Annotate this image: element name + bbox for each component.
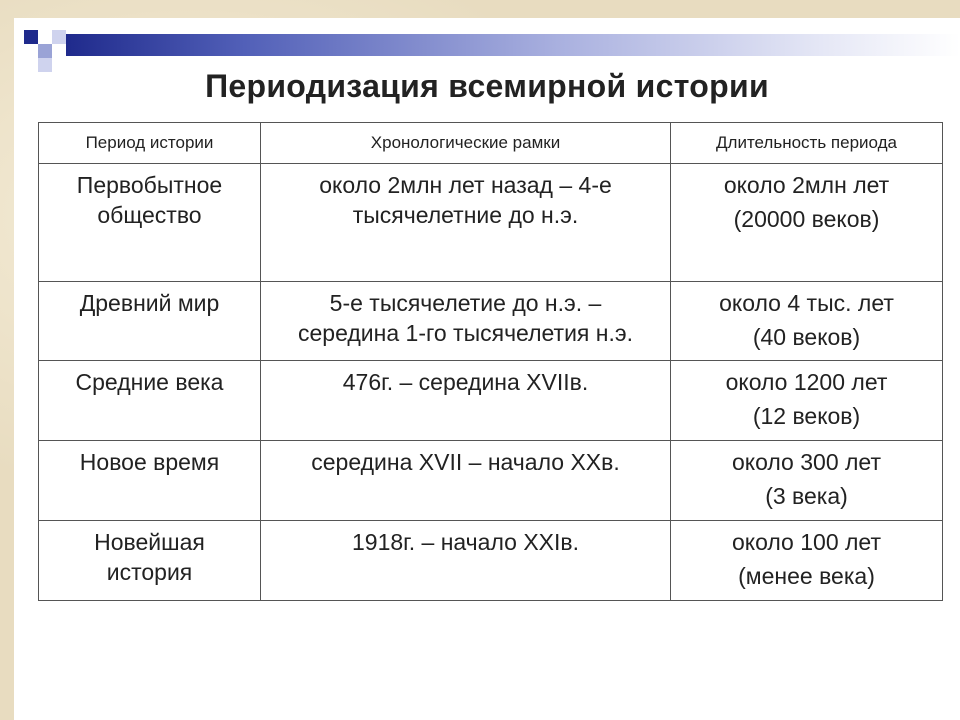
header-frame: Хронологические рамки	[261, 123, 671, 164]
period-text-line: Древний мир	[79, 290, 220, 316]
cell-frame	[261, 521, 671, 601]
cell-frame	[261, 164, 671, 282]
duration-text-line: (12 веков)	[752, 403, 861, 429]
duration-text-line: около 4 тыс. лет	[719, 290, 894, 316]
header-duration: Длительность периода	[671, 123, 943, 164]
table-row	[39, 441, 943, 521]
period-text-line: Новейшая	[94, 529, 205, 555]
frame-text-line: 476г. – середина XVIIв.	[342, 369, 589, 395]
duration-text-line: около 100 лет	[731, 529, 881, 555]
cell-duration	[671, 282, 943, 361]
cell-period	[39, 441, 261, 521]
frame-text-line: середина XVII – начало XXв.	[311, 449, 620, 475]
duration-text-line: около 1200 лет	[725, 369, 888, 395]
cell-period	[39, 164, 261, 282]
duration-text-line: около 300 лет	[731, 449, 881, 475]
duration-text-line: около 2млн лет	[723, 172, 890, 198]
frame-text-line: середина 1-го тысячелетия н.э.	[298, 320, 633, 346]
duration-text-line: (20000 веков)	[733, 206, 880, 232]
frame-text-line: 5-е тысячелетие до н.э. –	[329, 290, 602, 316]
cell-frame	[261, 361, 671, 441]
frame-text-line: около 2млн лет назад – 4-е	[319, 172, 612, 198]
frame-text-line: 1918г. – начало XXIв.	[351, 529, 579, 555]
cell-duration	[671, 521, 943, 601]
header-period: Период истории	[39, 123, 261, 164]
period-text-line: Первобытное	[76, 172, 223, 198]
cell-period	[39, 282, 261, 361]
cell-duration	[671, 164, 943, 282]
table-row	[39, 361, 943, 441]
history-periods-table	[38, 122, 943, 601]
cell-period	[39, 521, 261, 601]
decor-square-light	[52, 30, 66, 44]
period-text-line: Средние века	[75, 369, 224, 395]
duration-text-line: (40 веков)	[752, 324, 861, 350]
cell-duration	[671, 361, 943, 441]
table-header-row	[39, 123, 943, 164]
period-text-line: общество	[97, 202, 202, 228]
duration-text-line: (3 века)	[765, 483, 848, 509]
duration-text-line: (менее века)	[738, 563, 875, 589]
cell-frame	[261, 441, 671, 521]
cell-duration	[671, 441, 943, 521]
table-row	[39, 521, 943, 601]
decor-gradient-bar	[66, 34, 960, 56]
decor-square-mid	[38, 44, 52, 58]
page-title: Периодизация всемирной истории	[205, 68, 769, 104]
frame-text-line: тысячелетние до н.э.	[352, 202, 579, 228]
period-text-line: история	[106, 559, 193, 585]
table-row	[39, 282, 943, 361]
decor-square-dark	[24, 30, 38, 44]
table-row	[39, 164, 943, 282]
cell-frame	[261, 282, 671, 361]
period-text-line: Новое время	[79, 449, 220, 475]
slide	[14, 18, 960, 720]
cell-period	[39, 361, 261, 441]
